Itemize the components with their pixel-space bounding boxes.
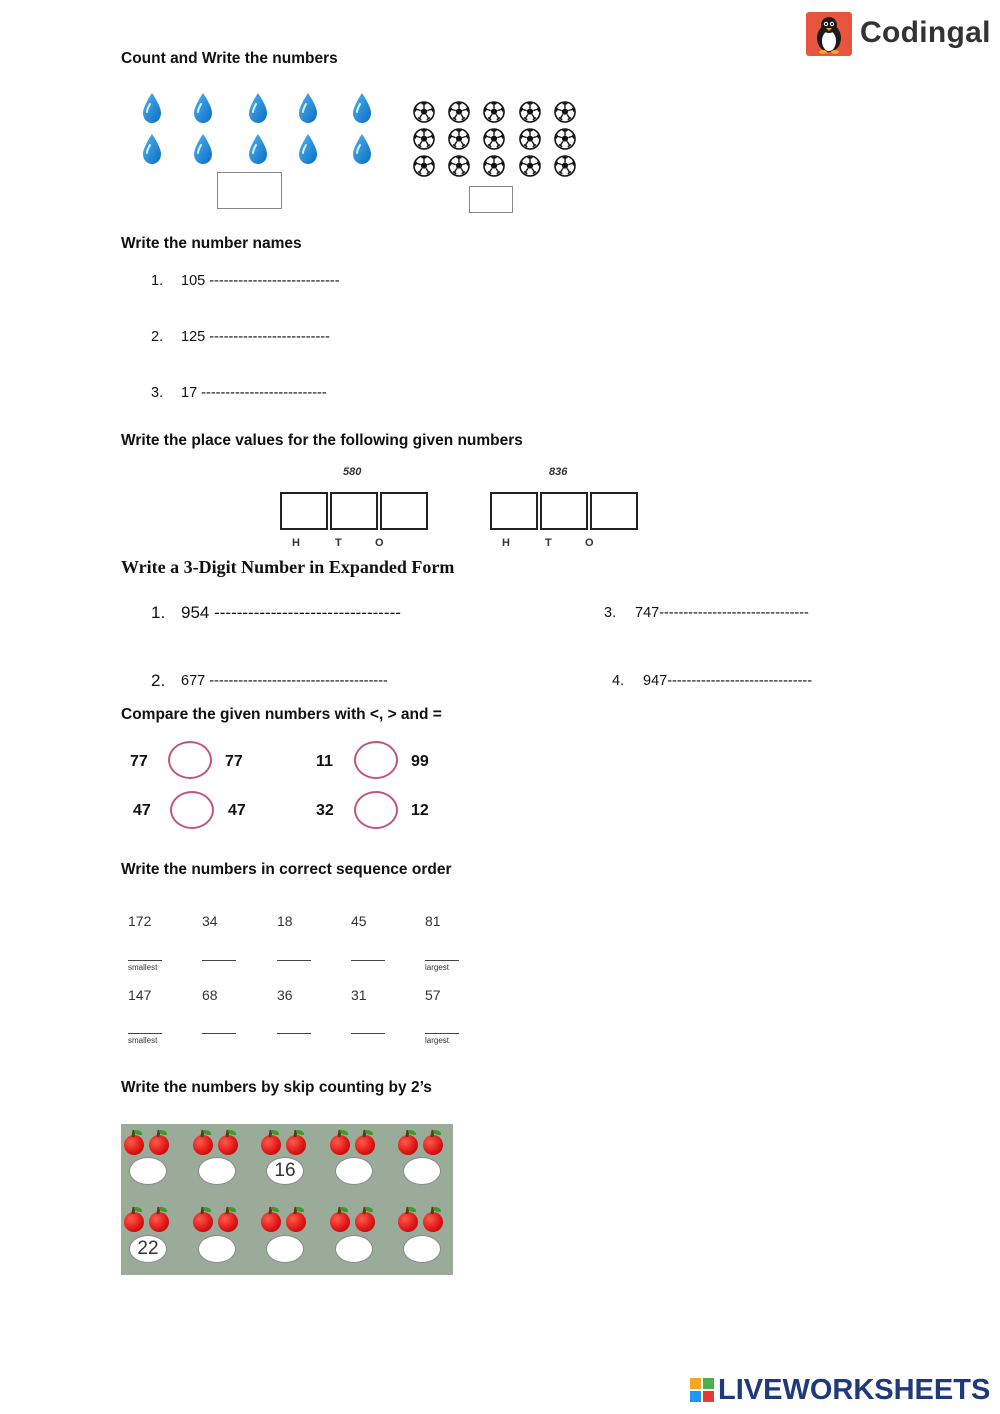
number-name-item-1[interactable]: 105 --------------------------- bbox=[181, 273, 340, 289]
soccer-ball-icon bbox=[413, 101, 434, 122]
expanded-item-3[interactable]: 747------------------------------- bbox=[635, 605, 809, 621]
place-value-boxes-2 bbox=[490, 492, 642, 532]
compare-circle[interactable] bbox=[354, 741, 398, 779]
compare-right-number: 99 bbox=[411, 753, 429, 770]
apple-icon bbox=[193, 1212, 213, 1232]
skip-count-oval[interactable] bbox=[403, 1157, 441, 1185]
skip-count-oval[interactable] bbox=[335, 1235, 373, 1263]
compare-circle[interactable] bbox=[354, 791, 398, 829]
soccer-ball-icon bbox=[413, 128, 434, 149]
liveworksheets-icon bbox=[690, 1378, 714, 1402]
compare-right-number: 77 bbox=[225, 753, 243, 770]
apple-icon bbox=[423, 1212, 443, 1232]
soccer-ball-icon bbox=[483, 128, 504, 149]
place-values-heading: Write the place values for the following given numbers bbox=[121, 432, 523, 449]
sequence-number: 57 bbox=[425, 987, 441, 1003]
skip-count-oval[interactable] bbox=[335, 1157, 373, 1185]
compare-left-number: 32 bbox=[316, 802, 334, 819]
water-drop-icon bbox=[351, 133, 371, 159]
apple-icon bbox=[286, 1135, 306, 1155]
liveworksheets-logo bbox=[690, 1374, 990, 1408]
soccer-ball-icon bbox=[554, 155, 575, 176]
apple-icon bbox=[330, 1135, 350, 1155]
sequence-answer-line[interactable] bbox=[128, 1033, 162, 1034]
number-name-item-2[interactable]: 125 ------------------------- bbox=[181, 329, 330, 345]
pv-letter-o: O bbox=[585, 537, 594, 549]
sequence-number: 172 bbox=[128, 913, 152, 929]
compare-heading: Compare the given numbers with <, > and = bbox=[121, 706, 442, 723]
pv-letter-t: T bbox=[545, 537, 552, 549]
water-drop-icon bbox=[297, 133, 317, 159]
apple-icon bbox=[193, 1135, 213, 1155]
apple-icon bbox=[355, 1212, 375, 1232]
place-value-box[interactable] bbox=[280, 492, 328, 530]
number-name-index-2: 2. bbox=[151, 329, 164, 345]
number-names-heading: Write the number names bbox=[121, 235, 302, 252]
skip-count-oval[interactable] bbox=[266, 1235, 304, 1263]
pv-letter-h: H bbox=[502, 537, 510, 549]
largest-label: largest bbox=[425, 963, 450, 972]
compare-right-number: 12 bbox=[411, 802, 429, 819]
pv-letter-h: H bbox=[292, 537, 300, 549]
apple-icon bbox=[149, 1135, 169, 1155]
skip-count-oval[interactable]: 16 bbox=[266, 1157, 304, 1185]
number-name-index-1: 1. bbox=[151, 273, 164, 289]
apple-icon bbox=[398, 1212, 418, 1232]
number-name-index-3: 3. bbox=[151, 385, 164, 401]
soccer-ball-icon bbox=[448, 101, 469, 122]
soccer-ball-icon bbox=[519, 101, 540, 122]
sequence-answer-line[interactable] bbox=[128, 960, 162, 961]
soccer-ball-icon bbox=[448, 155, 469, 176]
apple-icon bbox=[355, 1135, 375, 1155]
sequence-number: 81 bbox=[425, 913, 441, 929]
sequence-answer-line[interactable] bbox=[277, 960, 311, 961]
sequence-number: 31 bbox=[351, 987, 367, 1003]
sequence-heading: Write the numbers in correct sequence order bbox=[121, 861, 452, 878]
place-value-box[interactable] bbox=[590, 492, 638, 530]
expanded-item-1[interactable]: 954 --------------------------------- bbox=[181, 603, 401, 622]
apple-icon bbox=[423, 1135, 443, 1155]
sequence-number: 68 bbox=[202, 987, 218, 1003]
water-drop-icon bbox=[192, 92, 212, 118]
skip-count-oval[interactable] bbox=[198, 1235, 236, 1263]
apple-icon bbox=[261, 1135, 281, 1155]
water-drop-answer-box[interactable] bbox=[217, 172, 282, 209]
place-value-box[interactable] bbox=[490, 492, 538, 530]
skip-count-oval[interactable] bbox=[198, 1157, 236, 1185]
expanded-item-4[interactable]: 947------------------------------ bbox=[643, 673, 813, 689]
pv-letter-t: T bbox=[335, 537, 342, 549]
soccer-ball-icon bbox=[483, 101, 504, 122]
brand-name: Codingal bbox=[860, 16, 991, 49]
compare-right-number: 47 bbox=[228, 802, 246, 819]
sequence-number: 36 bbox=[277, 987, 293, 1003]
soccer-ball-icon bbox=[413, 155, 434, 176]
soccer-ball-answer-box[interactable] bbox=[469, 186, 513, 213]
water-drop-icon bbox=[351, 92, 371, 118]
water-drop-icon bbox=[297, 92, 317, 118]
sequence-answer-line[interactable] bbox=[277, 1033, 311, 1034]
water-drop-icon bbox=[247, 92, 267, 118]
water-drop-icon bbox=[247, 133, 267, 159]
skip-count-oval[interactable] bbox=[403, 1235, 441, 1263]
penguin-icon bbox=[806, 12, 852, 56]
apple-icon bbox=[124, 1135, 144, 1155]
expanded-index-3: 3. bbox=[604, 605, 617, 621]
compare-left-number: 77 bbox=[130, 753, 148, 770]
expanded-index-2: 2. bbox=[151, 671, 166, 690]
number-name-item-3[interactable]: 17 -------------------------- bbox=[181, 385, 327, 401]
expanded-index-1: 1. bbox=[151, 603, 166, 622]
apple-icon bbox=[286, 1212, 306, 1232]
expanded-item-2[interactable]: 677 ------------------------------------- bbox=[181, 673, 388, 689]
sequence-answer-line[interactable] bbox=[351, 960, 385, 961]
water-drop-icon bbox=[141, 92, 161, 118]
soccer-ball-icon bbox=[519, 128, 540, 149]
apple-icon bbox=[261, 1212, 281, 1232]
sequence-number: 45 bbox=[351, 913, 367, 929]
water-drop-icon bbox=[192, 133, 212, 159]
largest-label: largest bbox=[425, 1036, 450, 1045]
expanded-index-4: 4. bbox=[612, 673, 625, 689]
compare-left-number: 47 bbox=[133, 802, 151, 819]
soccer-ball-icon bbox=[519, 155, 540, 176]
soccer-ball-icon bbox=[483, 155, 504, 176]
sequence-answer-line[interactable] bbox=[351, 1033, 385, 1034]
skip-counting-heading: Write the numbers by skip counting by 2’s bbox=[121, 1079, 432, 1096]
smallest-label: smallest bbox=[128, 1036, 158, 1045]
apple-icon bbox=[218, 1212, 238, 1232]
sequence-answer-line[interactable] bbox=[202, 1033, 236, 1034]
place-value-box[interactable] bbox=[380, 492, 428, 530]
place-value-box[interactable] bbox=[330, 492, 378, 530]
count-heading: Count and Write the numbers bbox=[121, 50, 338, 67]
expanded-form-heading: Write a 3-Digit Number in Expanded Form bbox=[121, 557, 455, 577]
codingal-logo bbox=[806, 12, 991, 58]
smallest-label: smallest bbox=[128, 963, 158, 972]
skip-counting-panel bbox=[121, 1124, 453, 1275]
liveworksheets-brand: LIVEWORKSHEETS bbox=[718, 1374, 991, 1406]
place-value-number-2: 836 bbox=[549, 466, 568, 478]
apple-icon bbox=[330, 1212, 350, 1232]
soccer-ball-icon bbox=[448, 128, 469, 149]
sequence-number: 34 bbox=[202, 913, 218, 929]
skip-count-oval[interactable]: 22 bbox=[129, 1235, 167, 1263]
apple-icon bbox=[218, 1135, 238, 1155]
sequence-answer-line[interactable] bbox=[425, 960, 459, 961]
compare-left-number: 11 bbox=[316, 753, 333, 770]
compare-circle[interactable] bbox=[168, 741, 212, 779]
sequence-number: 18 bbox=[277, 913, 293, 929]
apple-icon bbox=[398, 1135, 418, 1155]
sequence-number: 147 bbox=[128, 987, 152, 1003]
soccer-ball-icon bbox=[554, 101, 575, 122]
apple-icon bbox=[149, 1212, 169, 1232]
sequence-answer-line[interactable] bbox=[425, 1033, 459, 1034]
compare-circle[interactable] bbox=[170, 791, 214, 829]
apple-icon bbox=[124, 1212, 144, 1232]
soccer-ball-icon bbox=[554, 128, 575, 149]
sequence-answer-line[interactable] bbox=[202, 960, 236, 961]
place-value-boxes-1 bbox=[280, 492, 432, 532]
water-drop-icon bbox=[141, 133, 161, 159]
place-value-box[interactable] bbox=[540, 492, 588, 530]
pv-letter-o: O bbox=[375, 537, 384, 549]
place-value-number-1: 580 bbox=[343, 466, 362, 478]
skip-count-oval[interactable] bbox=[129, 1157, 167, 1185]
